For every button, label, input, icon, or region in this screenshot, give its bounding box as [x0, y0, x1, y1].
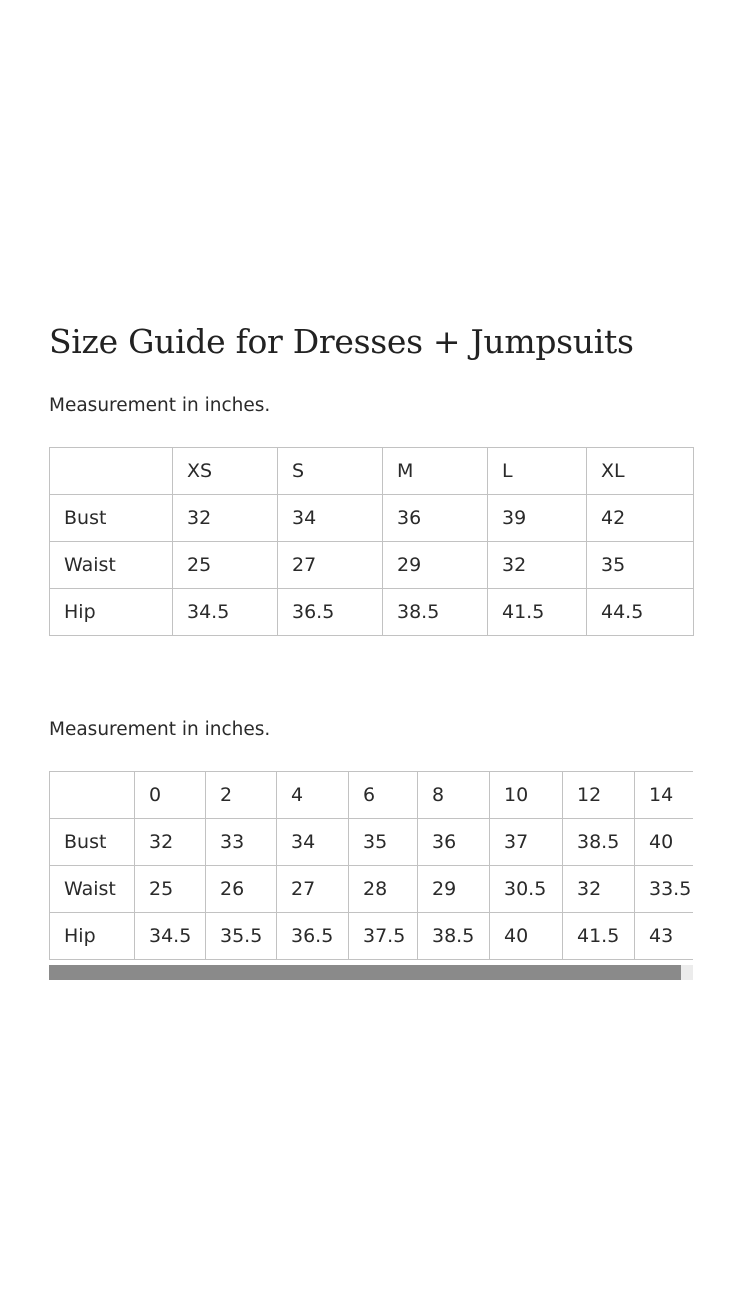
header-cell: XL: [587, 448, 694, 495]
table-cell: 25: [135, 866, 206, 913]
row-label: Waist: [50, 542, 173, 589]
table-cell: 43: [635, 913, 694, 960]
table-cell: 35.5: [206, 913, 277, 960]
table-cell: 36.5: [278, 589, 383, 636]
row-label: Hip: [50, 589, 173, 636]
table-cell: 25: [173, 542, 278, 589]
table-cell: 40: [635, 819, 694, 866]
header-cell: 6: [349, 772, 418, 819]
header-cell: 10: [490, 772, 563, 819]
row-label: Bust: [50, 819, 135, 866]
table-row: [50, 495, 694, 542]
table-header-row: [50, 448, 694, 495]
table-cell: 36: [418, 819, 490, 866]
table-cell: 33.5: [635, 866, 694, 913]
header-cell: S: [278, 448, 383, 495]
scrollbar-thumb[interactable]: [49, 965, 681, 980]
header-cell: 2: [206, 772, 277, 819]
table-row: [50, 819, 694, 866]
table-cell: 42: [587, 495, 694, 542]
table-cell: 40: [490, 913, 563, 960]
size-table-letter: [49, 447, 694, 636]
row-label: Hip: [50, 913, 135, 960]
table-cell: 27: [278, 542, 383, 589]
table-cell: 41.5: [563, 913, 635, 960]
table-cell: 38.5: [418, 913, 490, 960]
header-cell: 4: [277, 772, 349, 819]
size-table-numeric: [49, 771, 693, 960]
header-cell: XS: [173, 448, 278, 495]
table-cell: 27: [277, 866, 349, 913]
row-label: Bust: [50, 495, 173, 542]
table-cell: 35: [349, 819, 418, 866]
header-cell: [50, 448, 173, 495]
page-title: Size Guide for Dresses + Jumpsuits: [49, 322, 634, 361]
table-cell: 33: [206, 819, 277, 866]
table-cell: 26: [206, 866, 277, 913]
table-cell: 34: [277, 819, 349, 866]
table-cell: 41.5: [488, 589, 587, 636]
table-cell: 29: [418, 866, 490, 913]
table-header-row: [50, 772, 694, 819]
table-row: [50, 589, 694, 636]
table-cell: 37.5: [349, 913, 418, 960]
table-row: [50, 542, 694, 589]
table-cell: 36: [383, 495, 488, 542]
measurement-caption: Measurement in inches.: [49, 395, 271, 416]
table-cell: 38.5: [383, 589, 488, 636]
header-cell: 8: [418, 772, 490, 819]
table-cell: 34.5: [173, 589, 278, 636]
table-cell: 38.5: [563, 819, 635, 866]
row-label: Waist: [50, 866, 135, 913]
table-cell: 32: [563, 866, 635, 913]
table-row: [50, 866, 694, 913]
table-scroll-container[interactable]: [49, 771, 693, 980]
table-cell: 44.5: [587, 589, 694, 636]
horizontal-scrollbar[interactable]: [49, 965, 693, 980]
table-cell: 30.5: [490, 866, 563, 913]
measurement-caption: Measurement in inches.: [49, 719, 271, 740]
table-cell: 35: [587, 542, 694, 589]
table-row: [50, 913, 694, 960]
table-cell: 32: [173, 495, 278, 542]
table-cell: 34: [278, 495, 383, 542]
table-cell: 28: [349, 866, 418, 913]
header-cell: L: [488, 448, 587, 495]
header-cell: 12: [563, 772, 635, 819]
header-cell: [50, 772, 135, 819]
table-cell: 32: [488, 542, 587, 589]
header-cell: 0: [135, 772, 206, 819]
table-cell: 34.5: [135, 913, 206, 960]
table-cell: 32: [135, 819, 206, 866]
table-cell: 39: [488, 495, 587, 542]
table-cell: 36.5: [277, 913, 349, 960]
header-cell: M: [383, 448, 488, 495]
header-cell: 14: [635, 772, 694, 819]
table-cell: 29: [383, 542, 488, 589]
table-cell: 37: [490, 819, 563, 866]
